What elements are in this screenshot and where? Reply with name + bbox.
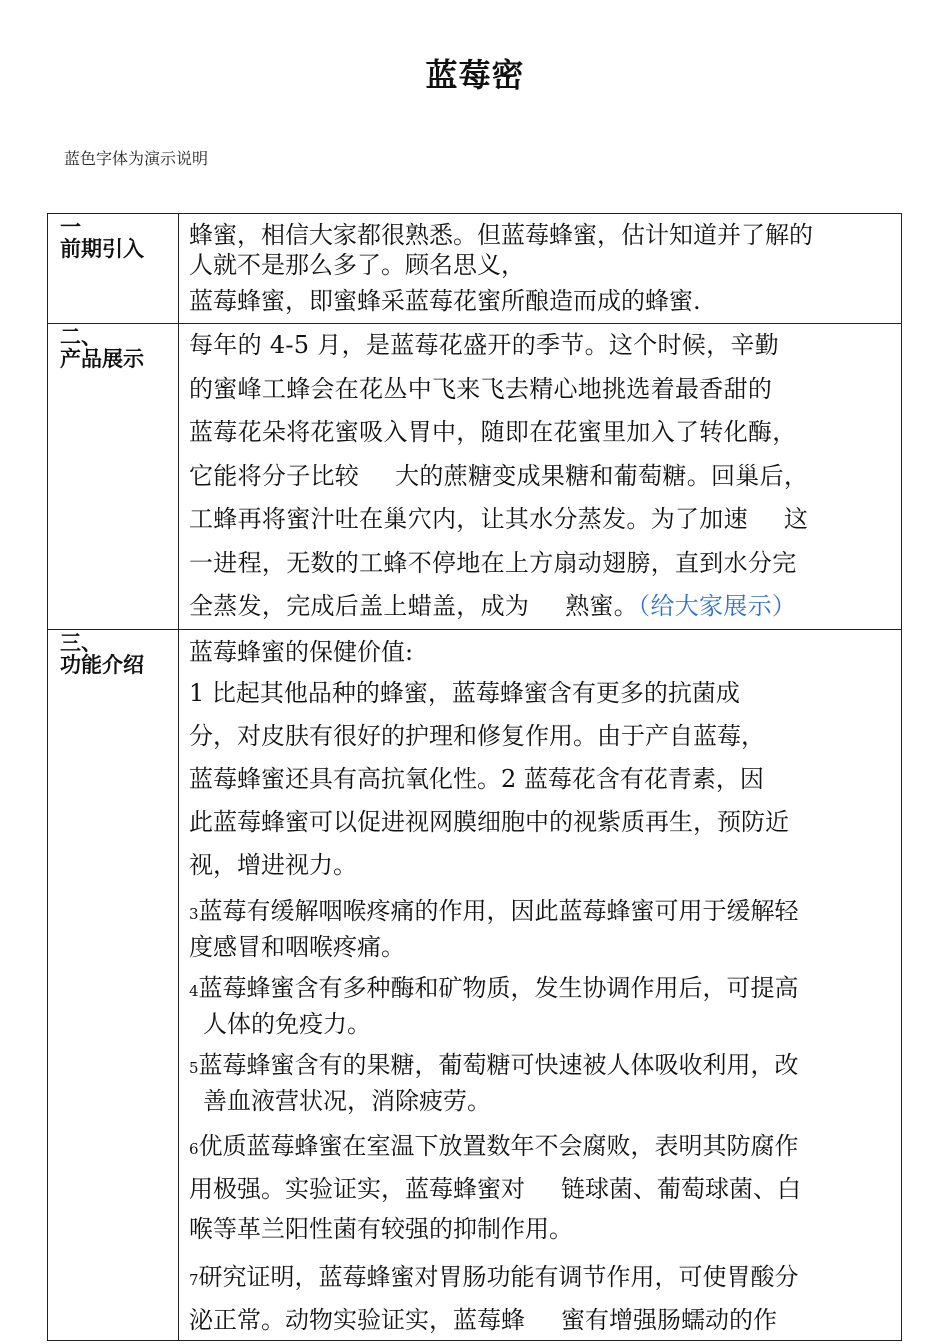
section-heading-cell bbox=[48, 629, 179, 1340]
section-heading-cell bbox=[48, 324, 179, 630]
text-fragment: 蓝莓蜂蜜含有的果糖，葡萄糖可快速被人体吸收利用，改 bbox=[198, 1050, 799, 1079]
text-fragment: 蜜有增强肠蠕动的作 bbox=[561, 1305, 777, 1334]
text-fragment: 这 bbox=[783, 505, 809, 533]
text-line: 善血液营状况，消除疲劳。 bbox=[203, 1086, 491, 1115]
text-line bbox=[189, 455, 901, 499]
text-line: 此蓝莓蜂蜜可以促进视网膜细胞中的视紫质再生，预防近 bbox=[189, 807, 789, 836]
section-heading: 功能介绍 bbox=[60, 652, 144, 677]
text-line bbox=[189, 1126, 901, 1169]
item-number: 3 bbox=[189, 904, 199, 923]
text-fragment: 它能将分子比较 bbox=[189, 461, 360, 490]
text-fragment: 蓝莓蜂蜜含有多种酶和矿物质，发生协调作用后，可提高 bbox=[198, 973, 799, 1002]
document-title: 蓝莓密 bbox=[425, 56, 525, 94]
section-body bbox=[179, 629, 902, 1340]
item-number: 4 bbox=[189, 981, 199, 1000]
text-line: 蜂蜜，相信大家都很熟悉。但蓝莓蜂蜜，估计知道并了解的 bbox=[189, 221, 813, 249]
text-line: 蓝莓蜂蜜，即蜜蜂采蓝莓花蜜所酿造而成的蜂蜜. bbox=[189, 287, 701, 315]
text-line: 喉等革兰阳性菌有较强的抑制作用。 bbox=[189, 1214, 573, 1243]
list-item bbox=[189, 895, 901, 964]
text-line: 蓝莓蜂蜜还具有高抗氧化性。2 蓝莓花含有花青素，因 bbox=[189, 764, 764, 793]
text-line bbox=[189, 1257, 901, 1300]
list-item bbox=[189, 1257, 901, 1340]
text-line: 人体的免疫力。 bbox=[203, 1009, 371, 1038]
text-line bbox=[189, 498, 901, 542]
section-row bbox=[48, 214, 902, 324]
text-fragment: 研究证明，蓝莓蜂蜜对胃肠功能有调节作用，可使胃酸分 bbox=[198, 1262, 799, 1291]
text-fragment: 链球菌、葡萄球菌、白 bbox=[561, 1174, 801, 1203]
text-fragment: 全蒸发，完成后盖上蜡盖，成为 bbox=[189, 592, 530, 620]
text-fragment: 工蜂再将蜜汁吐在巢穴内，让其水分蒸发。为了加速 bbox=[189, 505, 748, 533]
text-line: 每年的 4-5 月，是蓝莓花盛开的季节。这个时候，辛勤 bbox=[189, 331, 780, 359]
text-line: 一进程，无数的工蜂不停地在上方扇动翅膀，直到水分完 bbox=[189, 548, 797, 577]
section-heading-cell bbox=[48, 214, 179, 324]
section-number: 三、 bbox=[60, 630, 102, 655]
section-number: 二、 bbox=[60, 325, 102, 349]
text-fragment: 大的蔗糖变成果糖和葡萄糖。回巢后， bbox=[395, 461, 809, 490]
content-table bbox=[47, 213, 902, 1341]
text-line: 视，增进视力。 bbox=[189, 850, 357, 879]
item-number: 6 bbox=[189, 1139, 199, 1158]
text-fragment: 用极强。实验证实，蓝莓蜂蜜对 bbox=[189, 1174, 525, 1203]
text-line: 分，对皮肤有很好的护理和修复作用。由于产自蓝莓， bbox=[189, 721, 765, 750]
list-item bbox=[189, 1049, 901, 1118]
text-fragment: 熟蜜。 bbox=[565, 592, 639, 620]
text-line: 度感冒和咽喉疼痛。 bbox=[189, 932, 405, 961]
text-line: 1 比起其他品种的蜂蜜，蓝莓蜂蜜含有更多的抗菌成 bbox=[189, 678, 740, 707]
text-line bbox=[189, 972, 901, 1008]
item-number: 5 bbox=[189, 1058, 199, 1077]
text-fragment: 蓝莓有缓解咽喉疼痛的作用，因此蓝莓蜂蜜可用于缓解轻 bbox=[198, 896, 799, 925]
section-heading: 产品展示 bbox=[60, 347, 144, 371]
section-heading: 前期引入 bbox=[60, 237, 144, 261]
text-line bbox=[189, 1169, 901, 1209]
list-item bbox=[189, 972, 901, 1041]
text-line bbox=[189, 895, 901, 931]
text-line: 蓝莓花朵将花蜜吸入胃中，随即在花蜜里加入了转化酶， bbox=[189, 418, 797, 446]
section-row bbox=[48, 324, 902, 630]
text-line: 的蜜峰工蜂会在花丛中飞来飞去精心地挑选着最香甜的 bbox=[189, 374, 773, 403]
section-body bbox=[179, 324, 902, 630]
subheading: 蓝莓蜂蜜的保健价值: bbox=[189, 637, 414, 666]
text-line bbox=[189, 1300, 901, 1340]
section-row bbox=[48, 629, 902, 1340]
demo-instruction: （给大家展示） bbox=[638, 592, 797, 620]
section-number: 一 bbox=[60, 215, 81, 239]
item-number: 7 bbox=[189, 1270, 199, 1289]
text-line: 人就不是那么多了。顾名思义， bbox=[189, 251, 525, 279]
text-line bbox=[189, 1049, 901, 1085]
text-fragment: 优质蓝莓蜂蜜在室温下放置数年不会腐败，表明其防腐作 bbox=[198, 1131, 799, 1160]
list-item bbox=[189, 1126, 901, 1249]
section-body bbox=[179, 214, 902, 324]
text-fragment: 泌正常。动物实验证实，蓝莓蜂 bbox=[189, 1305, 525, 1334]
text-line bbox=[189, 585, 901, 629]
demo-note: 蓝色字体为演示说明 bbox=[64, 149, 209, 168]
